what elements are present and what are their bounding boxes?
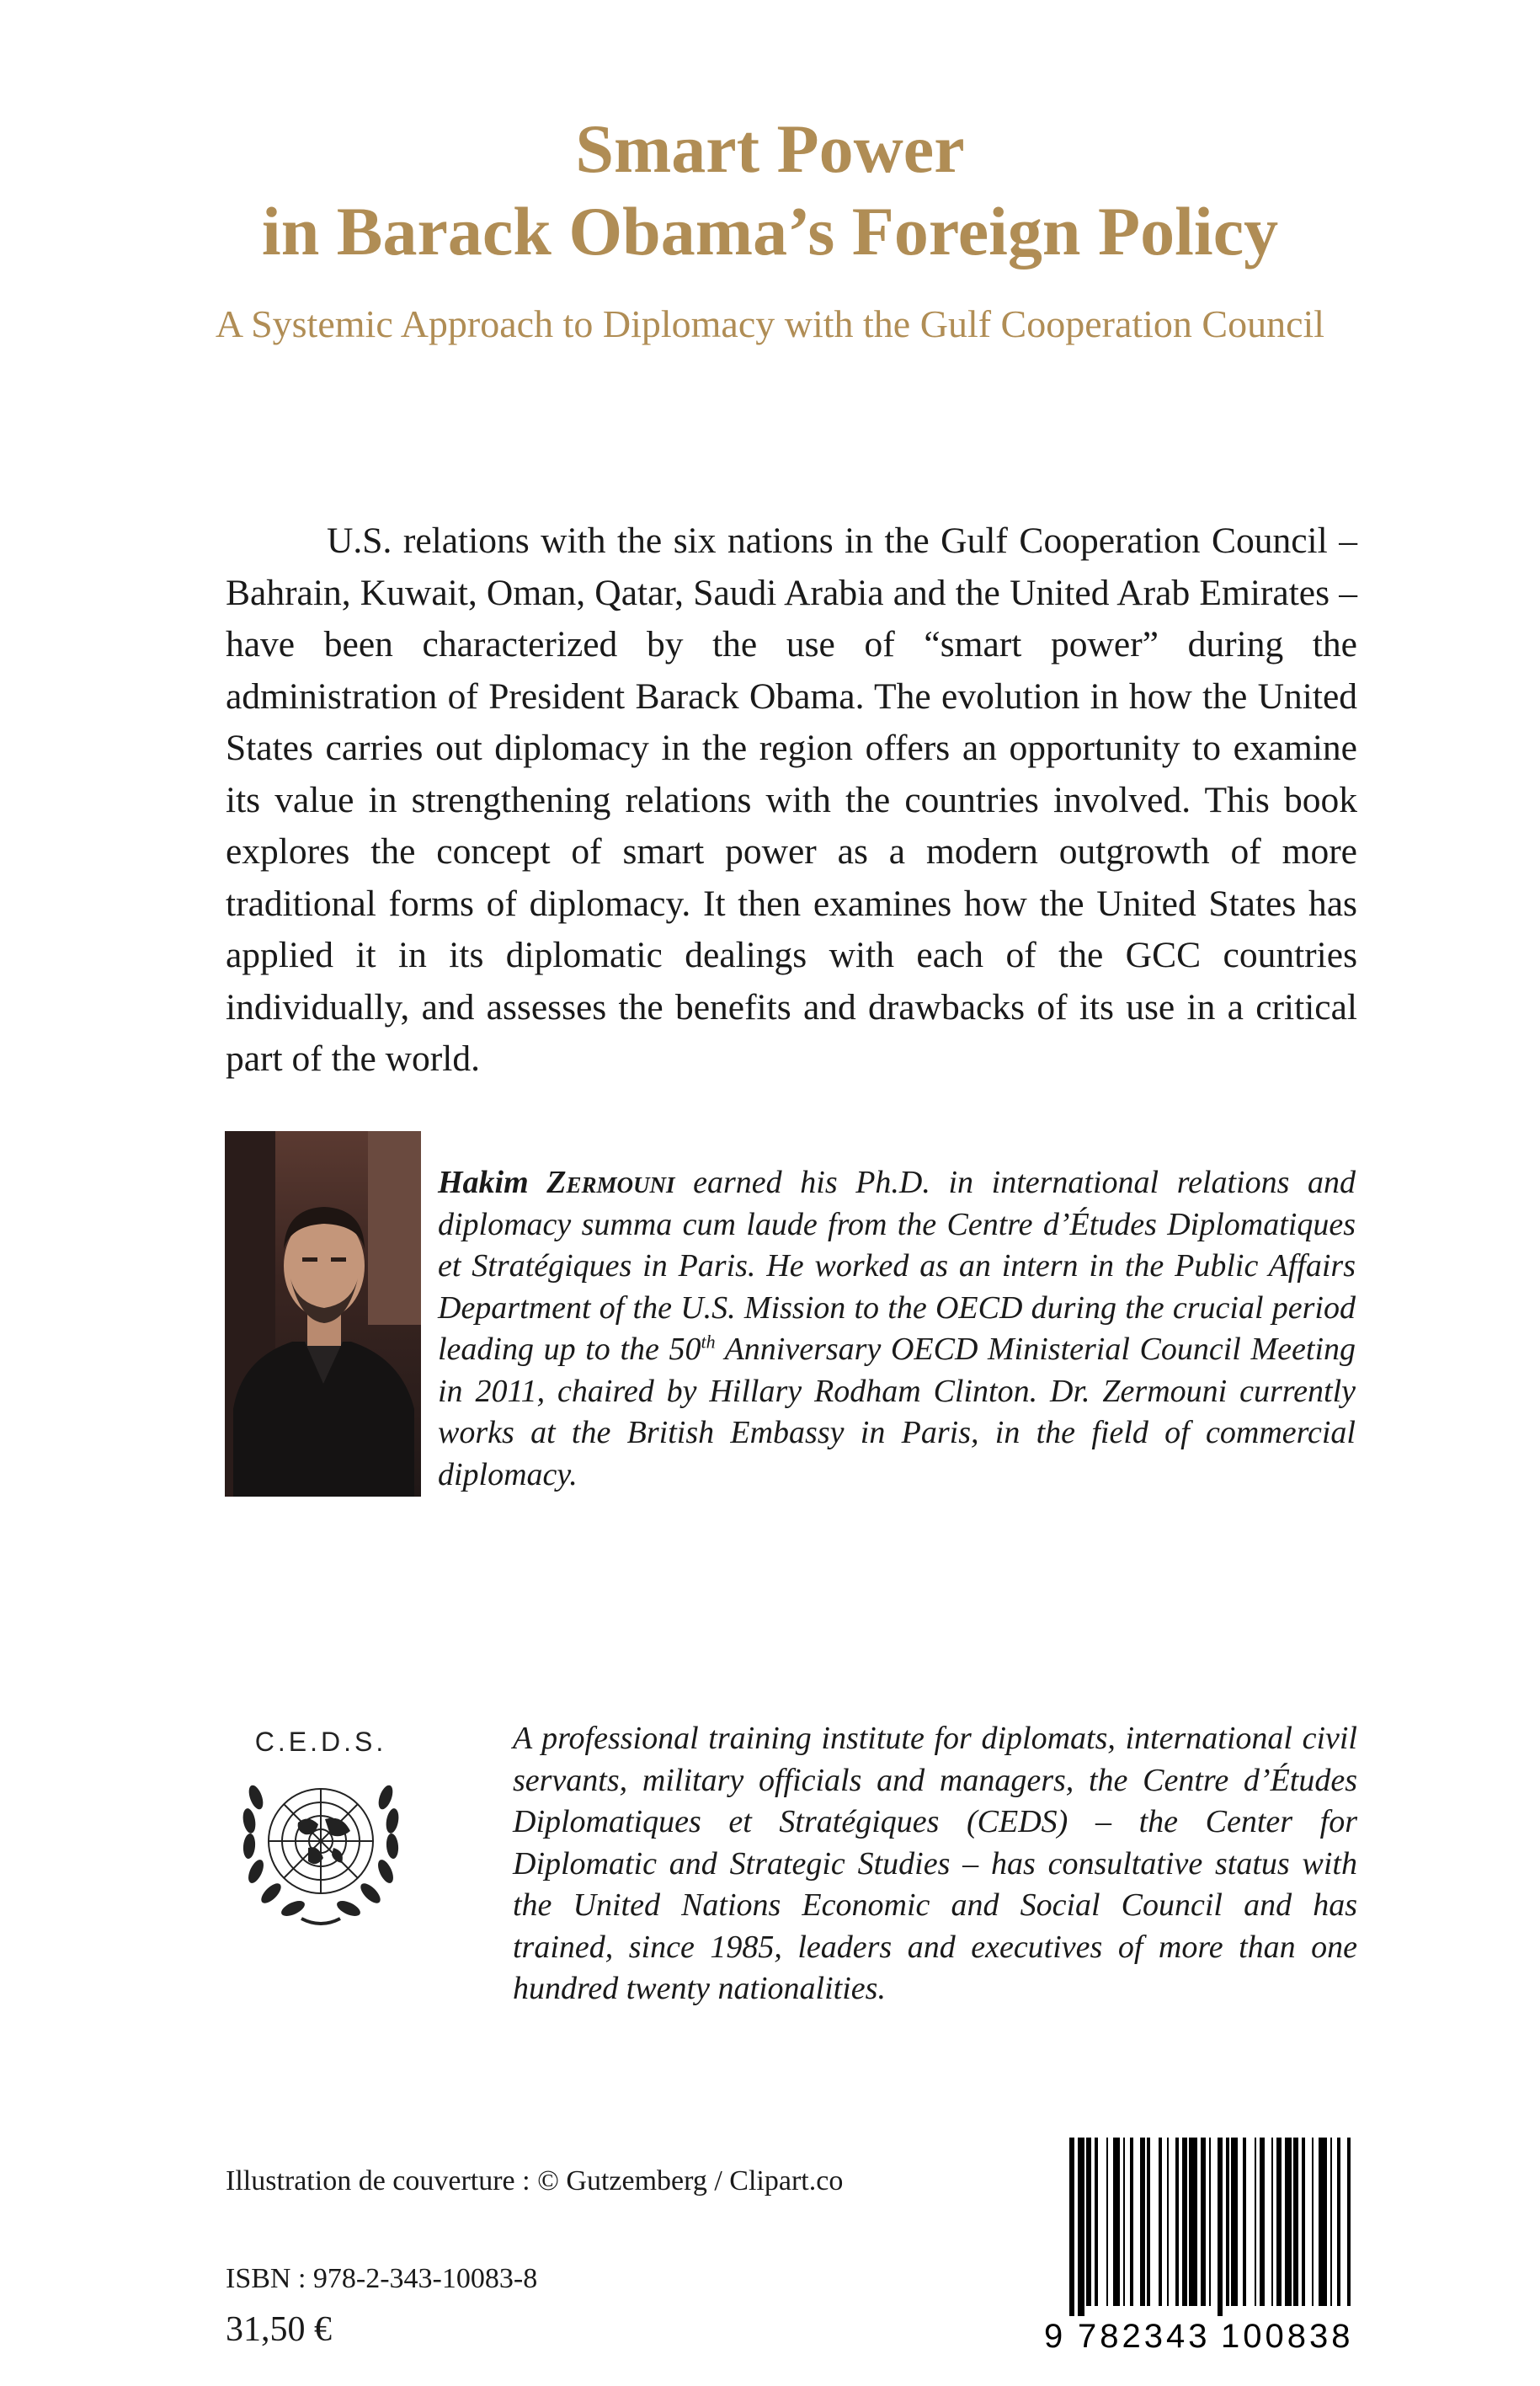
illustration-credit: Illustration de couverture : © Gutzemberg / Clipart.co: [226, 2165, 844, 2197]
barcode-bar: [1201, 2138, 1206, 2306]
barcode-bar: [1285, 2138, 1292, 2306]
title-line-2: in Barack Obama’s Foreign Policy: [261, 193, 1279, 270]
barcode-bar: [1167, 2138, 1169, 2306]
book-blurb: U.S. relations with the six nations in the Gulf Cooperation Council – Bahrain, Kuwait, Oman, Qatar, Saudi Arabia and the United Arab Emirates – have been characterized by the use of “smart power” during the administration of President Barack Obama. The evolution in how the United States carries out diplomacy in the region offers an opportunity to examine its value in strengthening relations with the countries involved. This book explores the concept of smart power as a modern outgrowth of more traditional forms of diplomacy. It then examines how the United States has applied it in its diplomatic dealings with each of the GCC countries individually, and assesses the benefits and drawbacks of its use in a critical part of the world.: [226, 520, 1357, 1079]
barcode-bar: [1182, 2138, 1187, 2306]
institute-description: A professional training institute for diplomats, international civil servants, military officials and managers, the Centre d’Études Diplomatiques et Stratégiques (CEDS) – the Center for Diplomatic and Strategic Studies – has consultative status with the United Nations Economic and Social Council and has trained, since 1985, leaders and executives of more than one hundred twenty nationalities.: [513, 1721, 1357, 2006]
barcode-digit-first: 9: [1044, 2318, 1063, 2355]
barcode-bar: [1226, 2138, 1229, 2306]
barcode-bar: [1140, 2138, 1145, 2306]
barcode-bar: [1095, 2138, 1098, 2306]
author-bio: [438, 1162, 1356, 1496]
ceds-logo-text: C.E.D.S.: [254, 1727, 387, 1757]
globe-laurel-icon: [224, 1764, 418, 1937]
barcode-digits-left: 782343: [1078, 2318, 1211, 2355]
barcode-bar: [1276, 2138, 1282, 2306]
barcode-bar: [1218, 2138, 1223, 2316]
barcode-bar: [1113, 2138, 1120, 2306]
barcode-bar: [1231, 2138, 1238, 2306]
ordinal-suffix: th: [701, 1331, 716, 1353]
barcode-bar: [1271, 2138, 1273, 2306]
author-first-name: Hakim: [438, 1165, 529, 1200]
author-bio-text-1: earned his Ph.D. in international relations and diplomacy summa cum laude from the Centre d’Études Diplomatiques et Stratégiques in Paris. He worked as an intern in the Public Affairs Department of the U.S. Mission to the OECD during the crucial period leading up to the 50: [438, 1165, 1356, 1367]
barcode-bar: [1312, 2138, 1314, 2306]
barcode-bars: [1044, 2138, 1357, 2316]
isbn: ISBN : 978-2-343-10083-8: [226, 2263, 538, 2294]
book-title: [0, 108, 1540, 273]
barcode-bar: [1159, 2138, 1162, 2306]
barcode-bar: [1069, 2138, 1074, 2316]
price: 31,50 €: [226, 2310, 332, 2349]
barcode: [1044, 2138, 1357, 2358]
barcode-bar: [1147, 2138, 1150, 2306]
barcode-bar: [1255, 2138, 1256, 2306]
barcode-bar: [1347, 2138, 1351, 2306]
ceds-logo: [224, 1727, 418, 1937]
barcode-bar: [1260, 2138, 1265, 2306]
barcode-bar: [1130, 2138, 1133, 2306]
barcode-bar: [1243, 2138, 1246, 2306]
barcode-bar: [1330, 2138, 1332, 2306]
barcode-bar: [1319, 2138, 1327, 2306]
barcode-bar: [1209, 2138, 1211, 2306]
barcode-bar: [1302, 2138, 1305, 2306]
barcode-bar: [1123, 2138, 1125, 2306]
barcode-bar: [1293, 2138, 1298, 2306]
barcode-bar: [1189, 2138, 1197, 2306]
book-subtitle: A Systemic Approach to Diplomacy with the Gulf Cooperation Council: [215, 302, 1325, 345]
title-line-1: Smart Power: [575, 110, 965, 187]
barcode-bar: [1086, 2138, 1091, 2306]
author-bio-text-2: Anniversary OECD Ministerial Council Meeting in 2011, chaired by Hillary Rodham Clinton. Dr. Zermouni currently works at the British Embassy in Paris, in the field of commercial diplomacy.: [438, 1332, 1356, 1492]
barcode-bar: [1078, 2138, 1084, 2316]
barcode-bar: [1175, 2138, 1179, 2306]
barcode-bar: [1106, 2138, 1108, 2306]
barcode-digits-right: 100838: [1221, 2318, 1354, 2355]
author-photo: [225, 1131, 421, 1497]
author-surname: Zermouni: [546, 1165, 675, 1200]
author-portrait-illustration: [225, 1131, 421, 1497]
barcode-bar: [1337, 2138, 1340, 2306]
